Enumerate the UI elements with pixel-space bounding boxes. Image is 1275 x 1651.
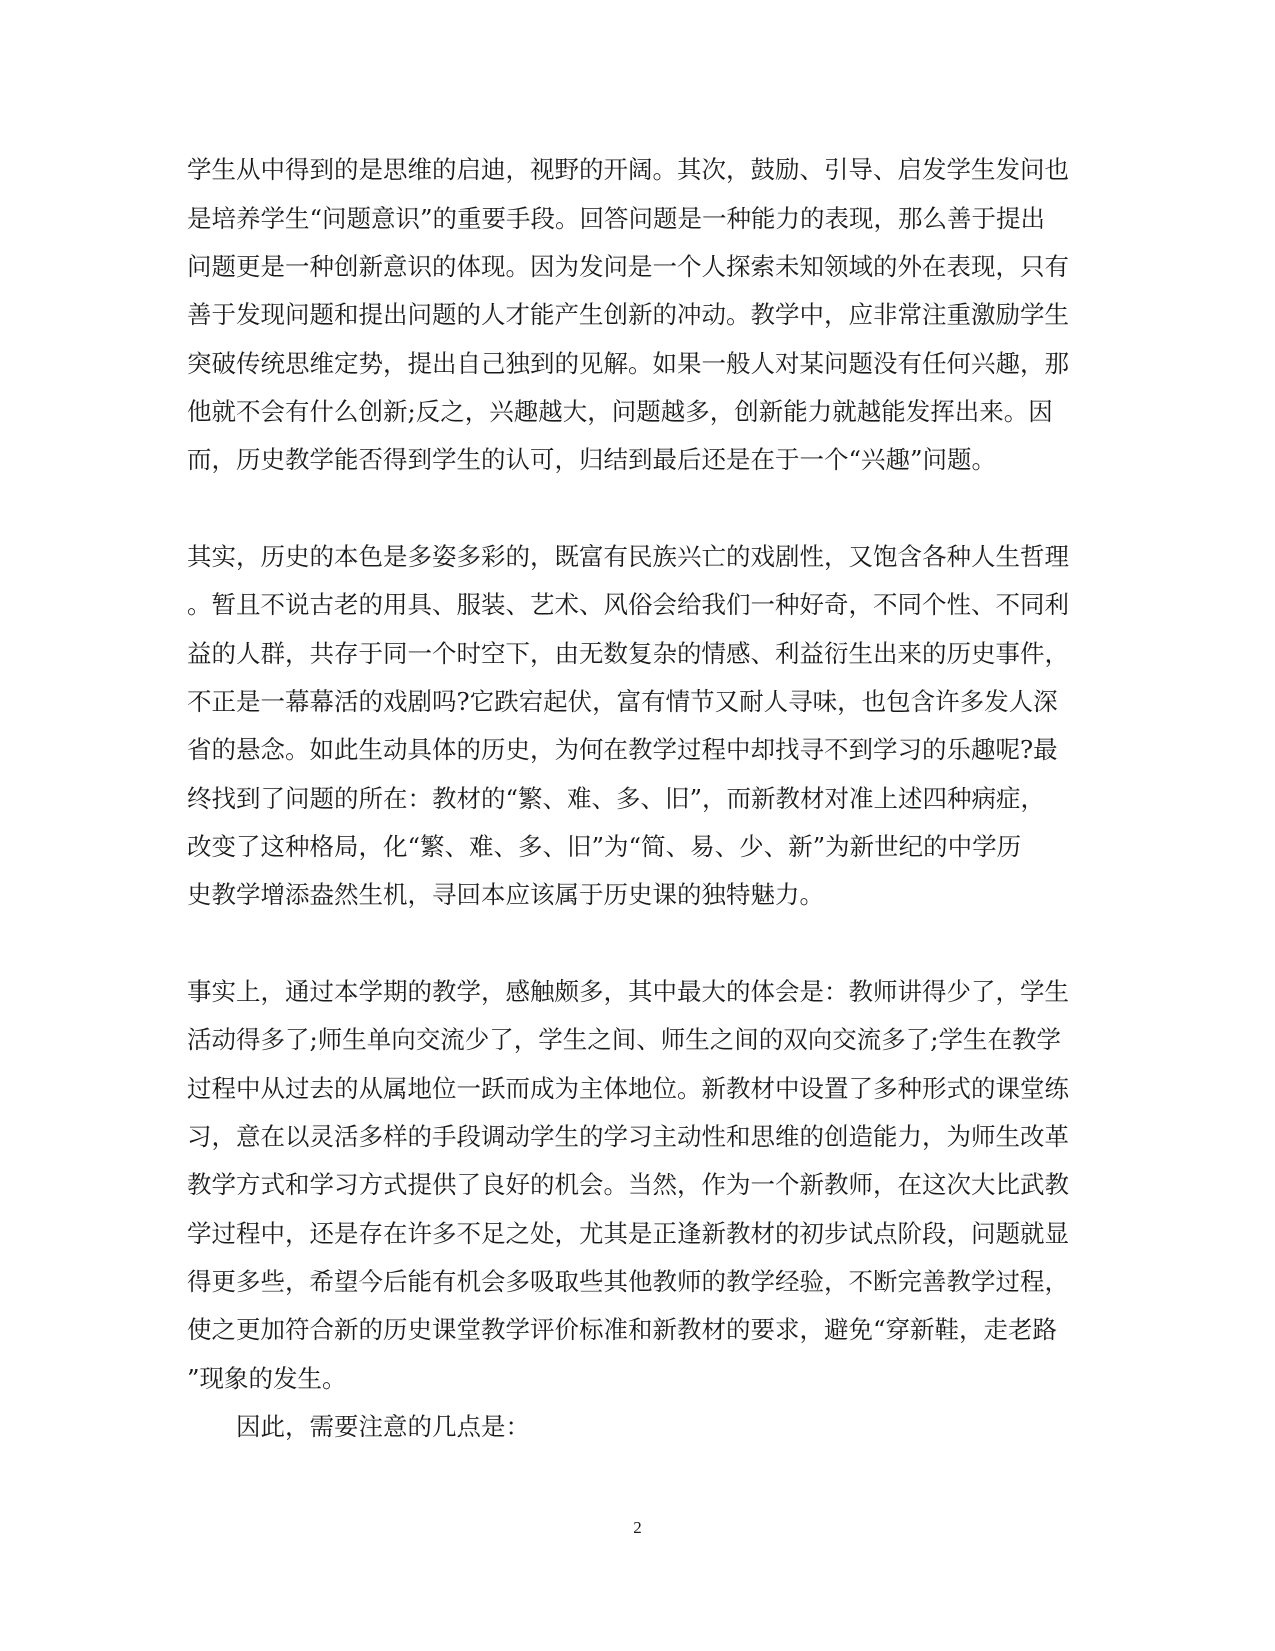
paragraph-3-line: 事实上，通过本学期的教学，感触颇多，其中最大的体会是：教师讲得少了，学生	[187, 977, 1069, 1006]
paragraph-3-line: 教学方式和学习方式提供了良好的机会。当然，作为一个新教师，在这次大比武教	[187, 1170, 1069, 1199]
page-number: 2	[633, 1518, 642, 1537]
paragraph-2-line: 。暂且不说古老的用具、服装、艺术、风俗会给我们一种好奇，不同个性、不同利	[187, 590, 1069, 619]
paragraph-4-line: 因此，需要注意的几点是：	[236, 1412, 530, 1441]
paragraph-3-line: 使之更加符合新的历史课堂教学评价标准和新教材的要求，避免“穿新鞋，走老路	[187, 1315, 1058, 1344]
paragraph-3-line: 得更多些，希望今后能有机会多吸取些其他教师的教学经验，不断完善教学过程，	[187, 1267, 1069, 1296]
paragraph-3-line: ”现象的发生。	[187, 1364, 347, 1393]
paragraph-1-line: 突破传统思维定势，提出自己独到的见解。如果一般人对某问题没有任何兴趣，那	[187, 349, 1069, 378]
paragraph-2-line: 其实，历史的本色是多姿多彩的，既富有民族兴亡的戏剧性，又饱含各种人生哲理	[187, 542, 1069, 571]
paragraph-2-line: 益的人群，共存于同一个时空下，由无数复杂的情感、利益衍生出来的历史事件，	[187, 639, 1069, 668]
paragraph-2-line: 改变了这种格局，化“繁、难、多、旧”为“简、易、少、新”为新世纪的中学历	[187, 832, 1022, 861]
paragraph-2-line: 省的悬念。如此生动具体的历史，为何在教学过程中却找寻不到学习的乐趣呢?最	[187, 735, 1058, 764]
paragraph-2-line: 终找到了问题的所在：教材的“繁、难、多、旧”，而新教材对准上述四种病症，	[187, 784, 1046, 813]
paragraph-3-line: 活动得多了;师生单向交流少了，学生之间、师生之间的双向交流多了;学生在教学	[187, 1025, 1062, 1054]
paragraph-3-line: 学过程中，还是存在许多不足之处，尤其是正逢新教材的初步试点阶段，问题就显	[187, 1219, 1069, 1248]
paragraph-1-line: 而，历史教学能否得到学生的认可，归结到最后还是在于一个“兴趣”问题。	[187, 445, 997, 474]
paragraph-2-line: 不正是一幕幕活的戏剧吗?它跌宕起伏，富有情节又耐人寻味，也包含许多发人深	[187, 687, 1058, 716]
paragraph-1-line: 善于发现问题和提出问题的人才能产生创新的冲动。教学中，应非常注重激励学生	[187, 300, 1069, 329]
paragraph-1-line: 他就不会有什么创新;反之，兴趣越大，问题越多，创新能力就越能发挥出来。因	[187, 397, 1053, 426]
paragraph-1-line: 学生从中得到的是思维的启迪，视野的开阔。其次，鼓励、引导、启发学生发问也	[187, 155, 1069, 184]
paragraph-1-line: 问题更是一种创新意识的体现。因为发问是一个人探索未知领域的外在表现，只有	[187, 252, 1069, 281]
paragraph-1-line: 是培养学生“问题意识”的重要手段。回答问题是一种能力的表现，那么善于提出	[187, 204, 1046, 233]
paragraph-3-line: 过程中从过去的从属地位一跃而成为主体地位。新教材中设置了多种形式的课堂练	[187, 1074, 1069, 1103]
paragraph-3-line: 习，意在以灵活多样的手段调动学生的学习主动性和思维的创造能力，为师生改革	[187, 1122, 1069, 1151]
paragraph-2-line: 史教学增添盎然生机，寻回本应该属于历史课的独特魅力。	[187, 880, 824, 909]
